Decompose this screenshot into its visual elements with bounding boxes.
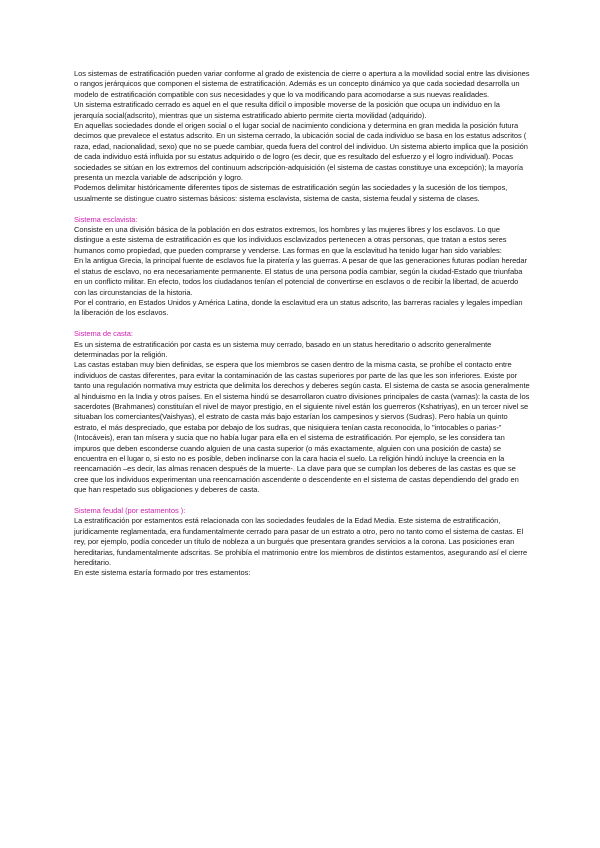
document-body	[74, 69, 530, 579]
esclavista-paragraph-2: En la antigua Grecia, la principal fuente de esclavos fue la piratería y las guerras. A pesar de que las generaciones futuras podían heredar el status de esclavo, no era necesariamente permanente. El status de una persona podía cambiar, según la ciudad-Estado que triunfaba en un conflicto militar. En efecto, todos los ciudadanos tenían el potencial de convertirse en esclavos o de recibir la libertad, de acuerdo con las circunstancias de la historia.	[74, 256, 528, 297]
intro-paragraph-4: Podemos delimitar históricamente diferentes tipos de sistemas de estratificación según las sociedades y la sucesión de los tiempos, usualmente se distingue cuatro sistemas básicos: sistema esclavista, sistema de casta, sistema feudal y sistema de clases.	[74, 183, 508, 203]
heading-feudal: Sistema feudal (por estamentos ):	[74, 506, 186, 516]
intro-paragraph-2: Un sistema estratificado cerrado es aquel en el que resulta difícil o imposible moverse de la posición que ocupa un individuo en la jerarquía social(adscrito), mientras que un sistema estratificado abierto permite cierta movilidad (adquirido).	[74, 100, 500, 120]
esclavista-paragraph-3: Por el contrario, en Estados Unidos y América Latina, donde la esclavitud era un status adscrito, las barreras raciales y legales impedían la liberación de los esclavos.	[74, 297, 523, 318]
intro-paragraph-3: En aquellas sociedades donde el origen social o el lugar social de nacimiento condiciona y determina en gran medida la posición futura decimos que prevalece el estatus adscrito. En un sistema cerrado, la ubicación social de cada individuo se basa en los estatus adscritos ( raza, edad, nacionalidad, sexo) que no se puede cambiar, queda fuera del control del individuo. Un sistema abierto implica que la posición de cada individuo está influida por su estatus adquirido o de logro (es decir, que es resultado del esfuerzo y el logro individual). Pocas sociedades se sitúan en los extremos del continuum adscripción-adquisición (el sistema de castas constituye una excepción); la mayoría presenta un mezcla variable de adscripción y logro.	[74, 121, 528, 183]
feudal-paragraph-2: En este sistema estaría formado por tres estamentos:	[74, 568, 251, 578]
heading-casta: Sistema de casta:	[74, 329, 133, 339]
feudal-paragraph-1: La estratificación por estamentos está relacionada con las sociedades feudales de la Edad Media. Este sistema de estratificación, jurídicamente reglamentada, era fundamentalmente cerrado para pasar de un estrato a otro, pero no tanto como el sistema de castas. El rey, por ejemplo, podía conceder un título de nobleza a un burgués que presentara grandes servicios a la corona. Las posiciones eran hereditarias, fundamentalmente adscritas. Se prohibía el matrimonio entre los miembros de distintos estamentos, asegurando así el cierre hereditario.	[74, 516, 528, 568]
section-spacer	[74, 496, 530, 506]
esclavista-paragraph-1: Consiste en una división básica de la población en dos estratos extremos, los hombres y las mujeres libres y los esclavos. Lo que distingue a este sistema de estratificación es que los individuos esclavizados pertenecen a otras personas, que tratan a estos seres humanos como propiedad, que pueden comprarse y venderse. Las formas en que la esclavitud ha tenido lugar han sido variables:	[74, 225, 507, 255]
section-spacer	[74, 319, 530, 329]
intro-paragraph-1: Los sistemas de estratificación pueden variar conforme al grado de existencia de cierre o apertura a la movilidad social entre las divisiones o rangos jerárquicos que componen el sistema de estratificación. Además es un concepto dinámico ya que cada sociedad desarrolla un modelo de estratificación compatible con sus necesidades y que lo va modificando para acomodarse a sus nuevas realidades.	[74, 69, 530, 99]
casta-paragraph-1: Es un sistema de estratificación por casta es un sistema muy cerrado, basado en un status hereditario o adscrito generalmente determinadas por la religión.	[74, 339, 492, 359]
casta-paragraph-2: Las castas estaban muy bien definidas, se espera que los miembros se casen dentro de la misma casta, se prohíbe el contacto entre individuos de castas diferentes, para evitar la contaminación de las castas superiores por parte de las que les son inferiores. Existe por tanto una regulación normativa muy estricta que delimita los derechos y deberes según casta. El sistema de casta se asocia generalmente al hinduismo en la India y otros países. En el sistema hindú se desarrollaron cuatro divisiones principales de casta (varnas): la casta de los sacerdotes (Brahmanes) constituían el nivel de mayor prestigio, en el siguiente nivel están los guerreros (Kshatriyas), en un tercer nivel se situaban los comerciantes(Vaishyas), el estrato de casta más bajo estarían los campesinos y siervos (Sudras). Pero había un quinto estrato, el más despreciado, que estaba por debajo de los sudras, que nisiquiera tenían casta reconocida, lo "intocables o parias-" (Intocáveis), eran tan mísera y sucia que no había lugar para ella en el sistema de estratificación. Por ejemplo, se les considera tan impuros que deben esconderse cuando alguien de una casta superior (o más exactamente, alguien con una posición de casta) se encuentra en el lugar o, si esto no es posible, deben inclinarse con la cara hacia el suelo. La religión hindú incluye la creencia en la reencarnación –es decir, las almas renacen después de la muerte-. La clave para que se cumplan los deberes de las castas es que se cree que los individuos experimentan una reencarnación ascendente o descendente en el sistema de castas dependiendo del grado en que han respetado sus obligaciones y deberes de casta.	[74, 360, 530, 495]
section-spacer	[74, 204, 530, 214]
heading-esclavista: Sistema esclavista:	[74, 214, 138, 224]
